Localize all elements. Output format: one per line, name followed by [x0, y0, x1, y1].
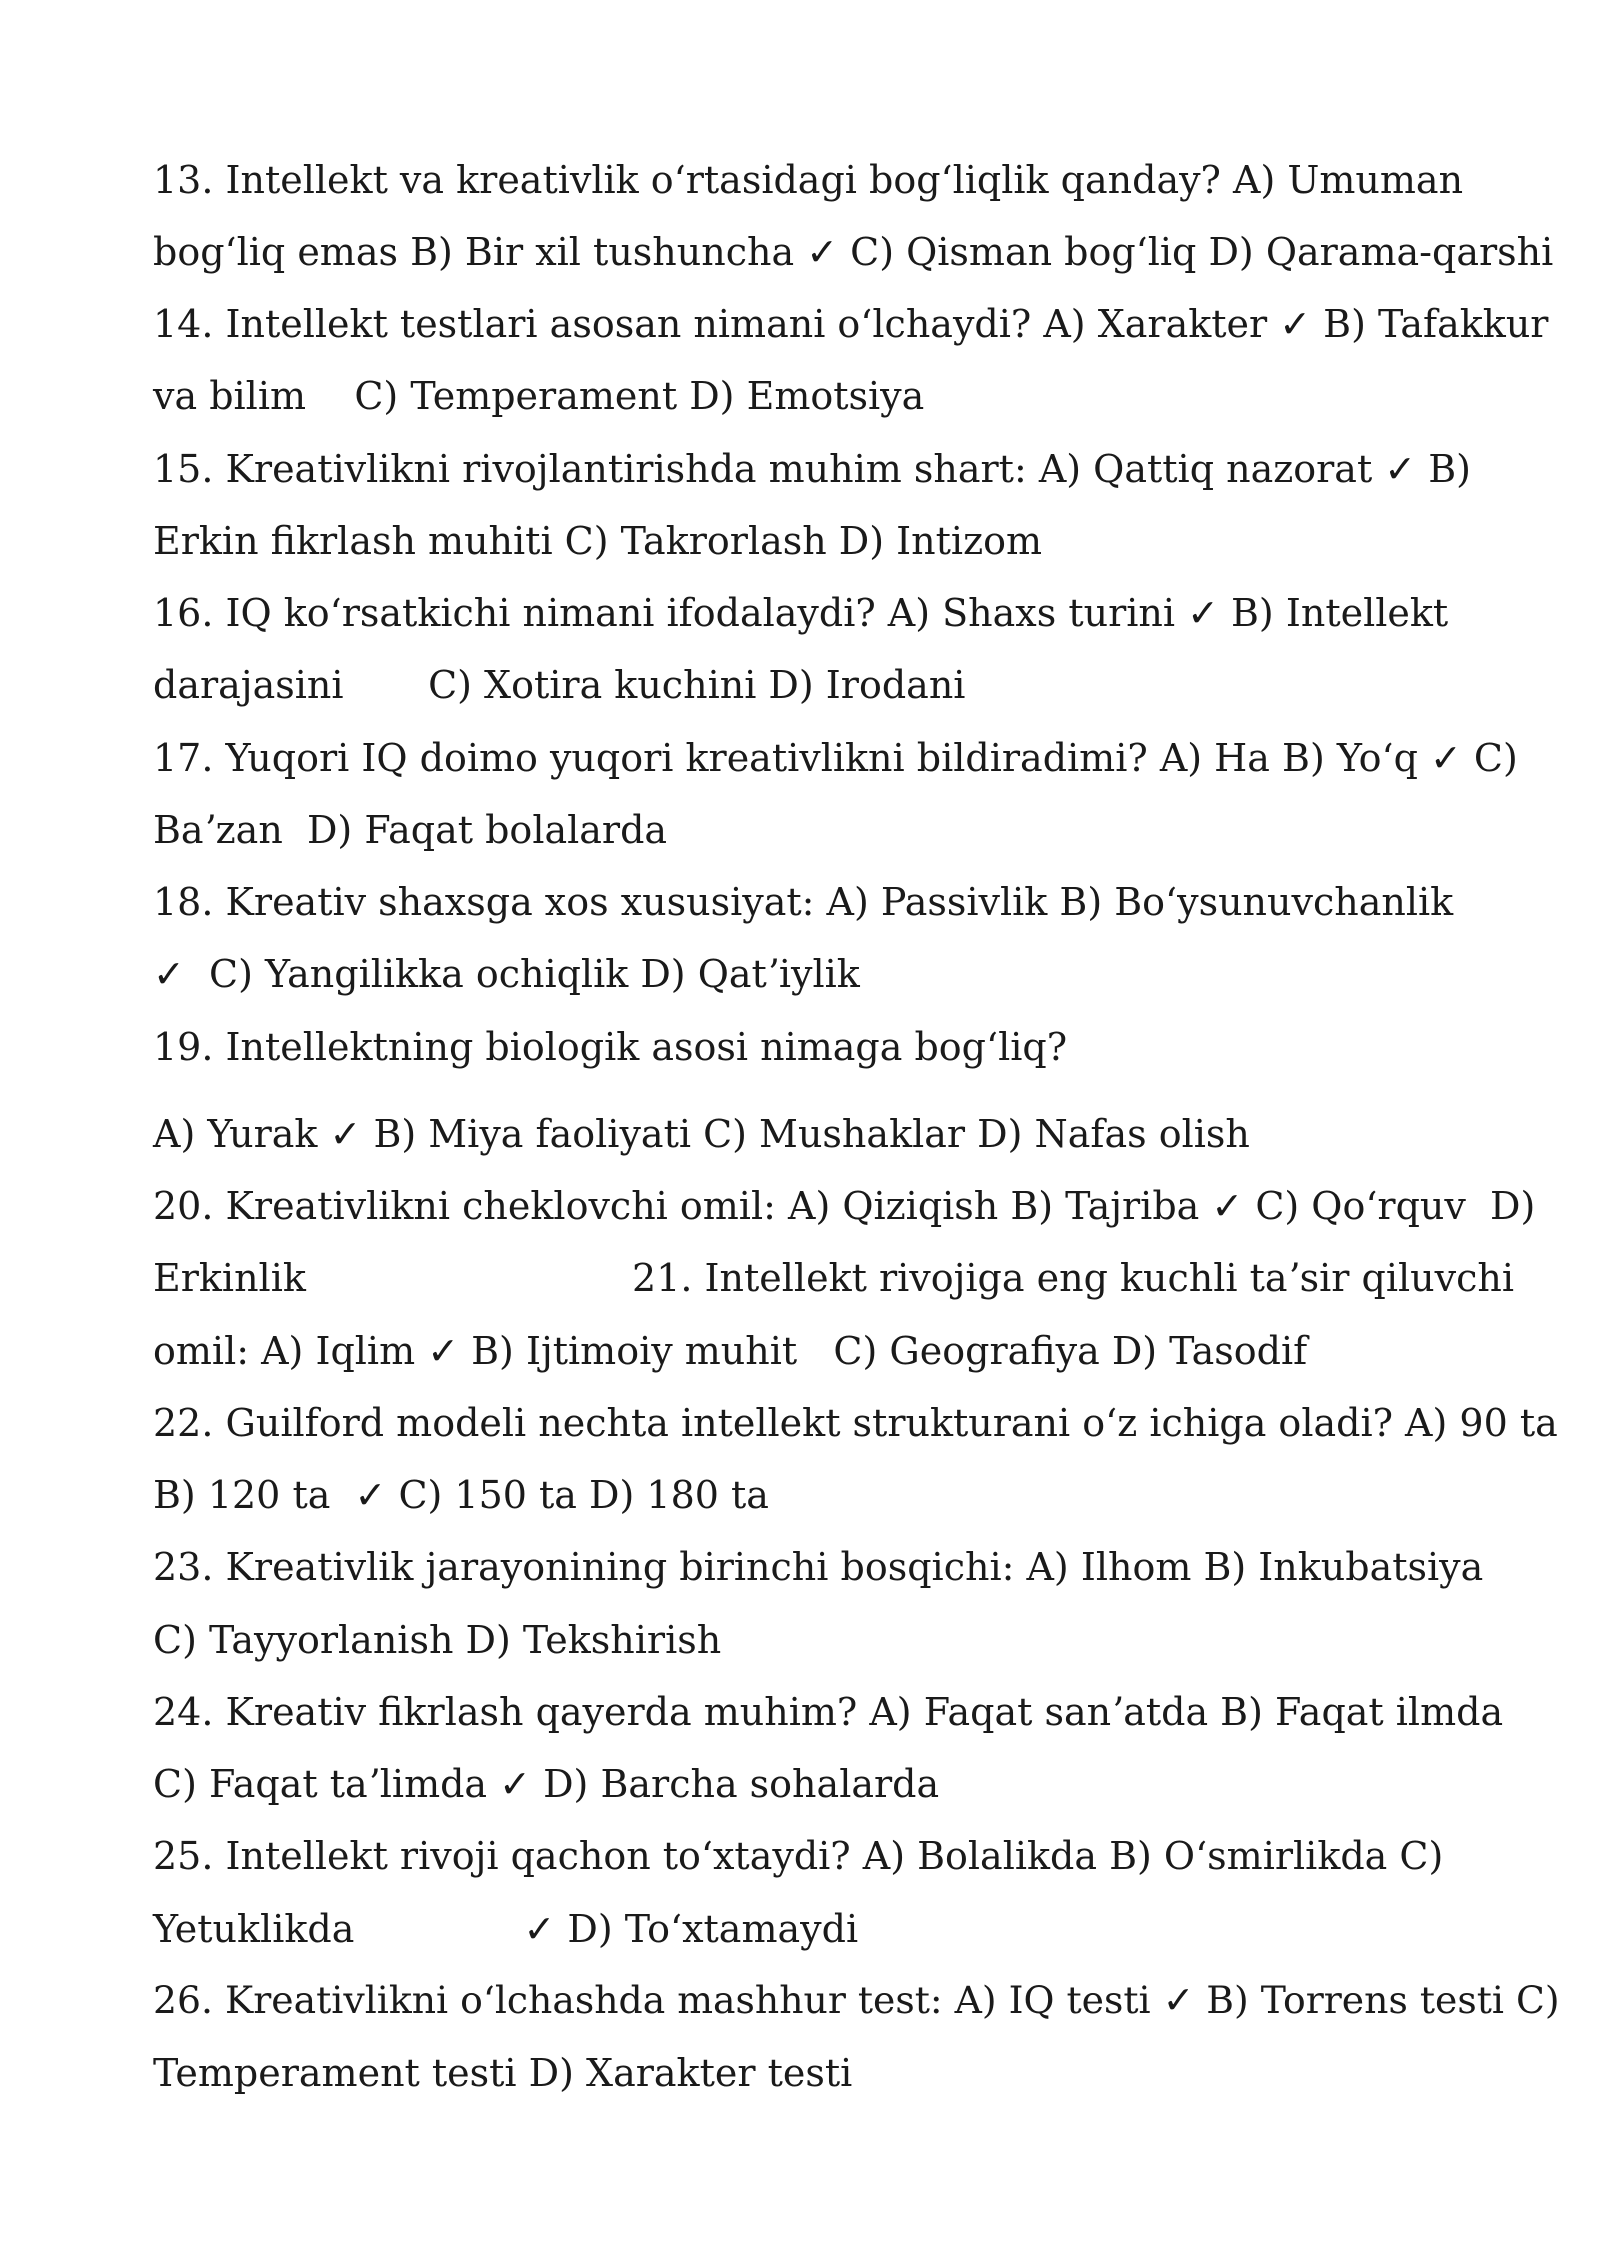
question-22-line-2: B) 120 ta ✓ C) 150 ta D) 180 ta: [153, 1473, 769, 1517]
question-17-line-2: Baʼzan D) Faqat bolalarda: [153, 808, 668, 852]
question-13-line-1: 13. Intellekt va kreativlik oʻrtasidagi bogʻliqlik qanday? A) Umuman: [153, 158, 1464, 202]
question-21-line-2: omil: A) Iqlim ✓ B) Ijtimoiy muhit C) Geografiya D) Tasodif: [153, 1329, 1308, 1373]
question-18-line-1: 18. Kreativ shaxsga xos xususiyat: A) Passivlik B) Boʻysunuvchanlik: [153, 880, 1454, 924]
question-16-line-1: 16. IQ koʻrsatkichi nimani ifodalaydi? A) Shaxs turini ✓ B) Intellekt: [153, 591, 1449, 635]
question-16-line-2: darajasini C) Xotira kuchini D) Irodani: [153, 663, 966, 707]
question-24-line-1: 24. Kreativ fikrlash qayerda muhim? A) Faqat sanʼatda B) Faqat ilmda: [153, 1690, 1504, 1734]
question-19-line-2: A) Yurak ✓ B) Miya faoliyati C) Mushaklar D) Nafas olish: [153, 1112, 1250, 1156]
question-14-line-1: 14. Intellekt testlari asosan nimani oʻlchaydi? A) Xarakter ✓ B) Tafakkur: [153, 302, 1549, 346]
question-14-line-2: va bilim C) Temperament D) Emotsiya: [153, 374, 925, 418]
question-13-line-2: bogʻliq emas B) Bir xil tushuncha ✓ C) Qisman bogʻliq D) Qarama-qarshi: [153, 230, 1554, 274]
question-19-line-1: 19. Intellektning biologik asosi nimaga bogʻliq?: [153, 1025, 1068, 1069]
question-23-line-1: 23. Kreativlik jarayonining birinchi bosqichi: A) Ilhom B) Inkubatsiya: [153, 1545, 1484, 1589]
question-22-line-1: 22. Guilford modeli nechta intellekt strukturani oʻz ichiga oladi? A) 90 ta: [153, 1401, 1558, 1445]
question-25-line-1: 25. Intellekt rivoji qachon toʻxtaydi? A) Bolalikda B) Oʻsmirlikda C): [153, 1834, 1444, 1878]
question-20-21-line: Erkinlik 21. Intellekt rivojiga eng kuchli taʼsir qiluvchi: [153, 1256, 1515, 1300]
question-18-line-2: ✓ C) Yangilikka ochiqlik D) Qatʼiylik: [153, 952, 860, 996]
question-15-line-2: Erkin fikrlash muhiti C) Takrorlash D) Intizom: [153, 519, 1043, 563]
question-20-line-1: 20. Kreativlikni cheklovchi omil: A) Qiziqish B) Tajriba ✓ C) Qoʻrquv D): [153, 1184, 1536, 1228]
question-17-line-1: 17. Yuqori IQ doimo yuqori kreativlikni bildiradimi? A) Ha B) Yoʻq ✓ C): [153, 736, 1518, 780]
question-23-line-2: C) Tayyorlanish D) Tekshirish: [153, 1618, 722, 1662]
question-26-line-2: Temperament testi D) Xarakter testi: [153, 2051, 853, 2095]
question-26-line-1: 26. Kreativlikni oʻlchashda mashhur test: A) IQ testi ✓ B) Torrens testi C): [153, 1978, 1560, 2022]
question-25-line-2: Yetuklikda ✓ D) Toʻxtamaydi: [153, 1907, 859, 1951]
question-24-line-2: C) Faqat taʼlimda ✓ D) Barcha sohalarda: [153, 1762, 940, 1806]
question-15-line-1: 15. Kreativlikni rivojlantirishda muhim shart: A) Qattiq nazorat ✓ B): [153, 447, 1471, 491]
